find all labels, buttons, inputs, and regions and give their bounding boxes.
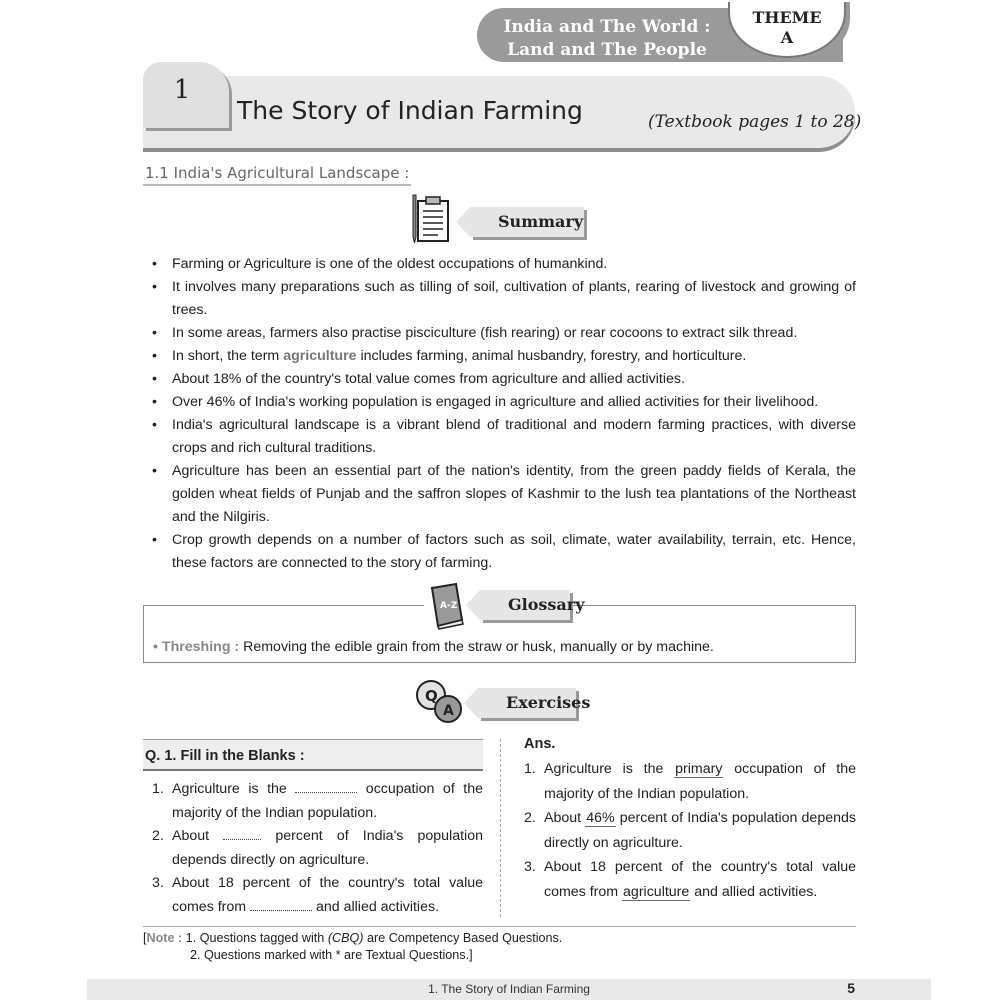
fill-blank <box>223 828 261 840</box>
list-item: 2. About 46% percent of India's population depends directly on agriculture. <box>524 810 856 851</box>
list-item: 1. Agriculture is the occupation of the majority of the Indian population. <box>152 781 483 821</box>
answer-heading: Ans. <box>524 736 556 752</box>
list-item: 3. About 18 percent of the country's total value comes from and allied activities. <box>152 875 483 915</box>
question-answer-icon <box>414 678 466 726</box>
summary-heading: Summary <box>470 207 584 237</box>
list-item: • Farming or Agriculture is one of the oldest occupations of humankind. <box>150 253 856 276</box>
theme-badge: THEME A <box>728 2 846 58</box>
answer-value: agriculture <box>623 883 690 900</box>
dictionary-book-icon <box>424 582 468 630</box>
footer-title: 1. The Story of Indian Farming <box>428 982 590 996</box>
list-item: • India's agricultural landscape is a vibrant blend of traditional and modern farming practices, with diverse crops and rich cultural traditions. <box>150 414 856 460</box>
list-item: • About 18% of the country's total value comes from agriculture and allied activities. <box>150 368 856 391</box>
glossary-entry: • Threshing : Removing the edible grain from the straw or husk, manually or by machine. <box>153 639 714 655</box>
section-heading: 1.1 India's Agricultural Landscape : <box>143 164 411 186</box>
note-divider <box>143 926 856 927</box>
note-block: [Note : 1. Questions tagged with (CBQ) are Competency Based Questions. 2. Questions marked with * are Textual Questions.] <box>143 931 563 962</box>
list-item: • Over 46% of India's working population is engaged in agriculture and allied activities for their livelihood. <box>150 391 856 414</box>
theme-title: India and The World : Land and The People <box>503 17 711 60</box>
fill-blank <box>295 781 357 793</box>
answer-value: primary <box>675 761 723 777</box>
chapter-number: 1 <box>173 75 191 105</box>
list-item: • Crop growth depends on a number of factors such as soil, climate, water availability, terrain, etc. Hence, these factors are connected to the story of farming. <box>150 529 856 575</box>
icon-label: Q <box>425 687 438 705</box>
list-item: 1. Agriculture is the primary occupation of the majority of the Indian population. <box>524 761 856 802</box>
page-footer <box>87 979 931 1000</box>
page-number: 5 <box>847 980 855 996</box>
list-item: • In short, the term agriculture includes farming, animal husbandry, forestry, and horticulture. <box>150 345 856 368</box>
question-heading: Q. 1. Fill in the Blanks : <box>143 739 483 771</box>
list-item: • It involves many preparations such as tilling of soil, cultivation of plants, rearing of livestock and growing of trees. <box>150 276 856 322</box>
column-divider <box>500 739 501 917</box>
exercises-heading: Exercises <box>478 688 576 718</box>
glossary-term: • Threshing : <box>153 639 240 655</box>
clipboard-icon <box>408 193 452 247</box>
glossary-heading: Glossary <box>480 590 570 620</box>
answer-value: 46% <box>586 810 615 826</box>
list-item: • In some areas, farmers also practise pisciculture (fish rearing) or rear cocoons to extract silk thread. <box>150 322 856 345</box>
summary-list <box>150 253 856 575</box>
highlighted-term: agriculture <box>283 348 357 364</box>
chapter-pages: (Textbook pages 1 to 28) <box>648 112 862 132</box>
note-label: Note : <box>146 931 183 945</box>
icon-label: A <box>443 703 454 719</box>
list-item: 2. About percent of India's population depends directly on agriculture. <box>152 828 483 868</box>
list-item: 3. About 18 percent of the country's total value comes from agriculture and allied activities. <box>524 859 856 900</box>
list-item: • Agriculture has been an essential part of the nation's identity, from the green paddy fields of Kerala, the golden wheat fields of Punjab and the saffron slopes of Kashmir to the lush tea plantations of the Northeast and the Nilgiris. <box>150 460 856 529</box>
chapter-title: The Story of Indian Farming <box>237 96 583 125</box>
fill-blank <box>250 899 312 911</box>
question-list <box>152 778 483 919</box>
answer-list <box>524 757 856 904</box>
icon-label: A-Z <box>440 601 458 611</box>
